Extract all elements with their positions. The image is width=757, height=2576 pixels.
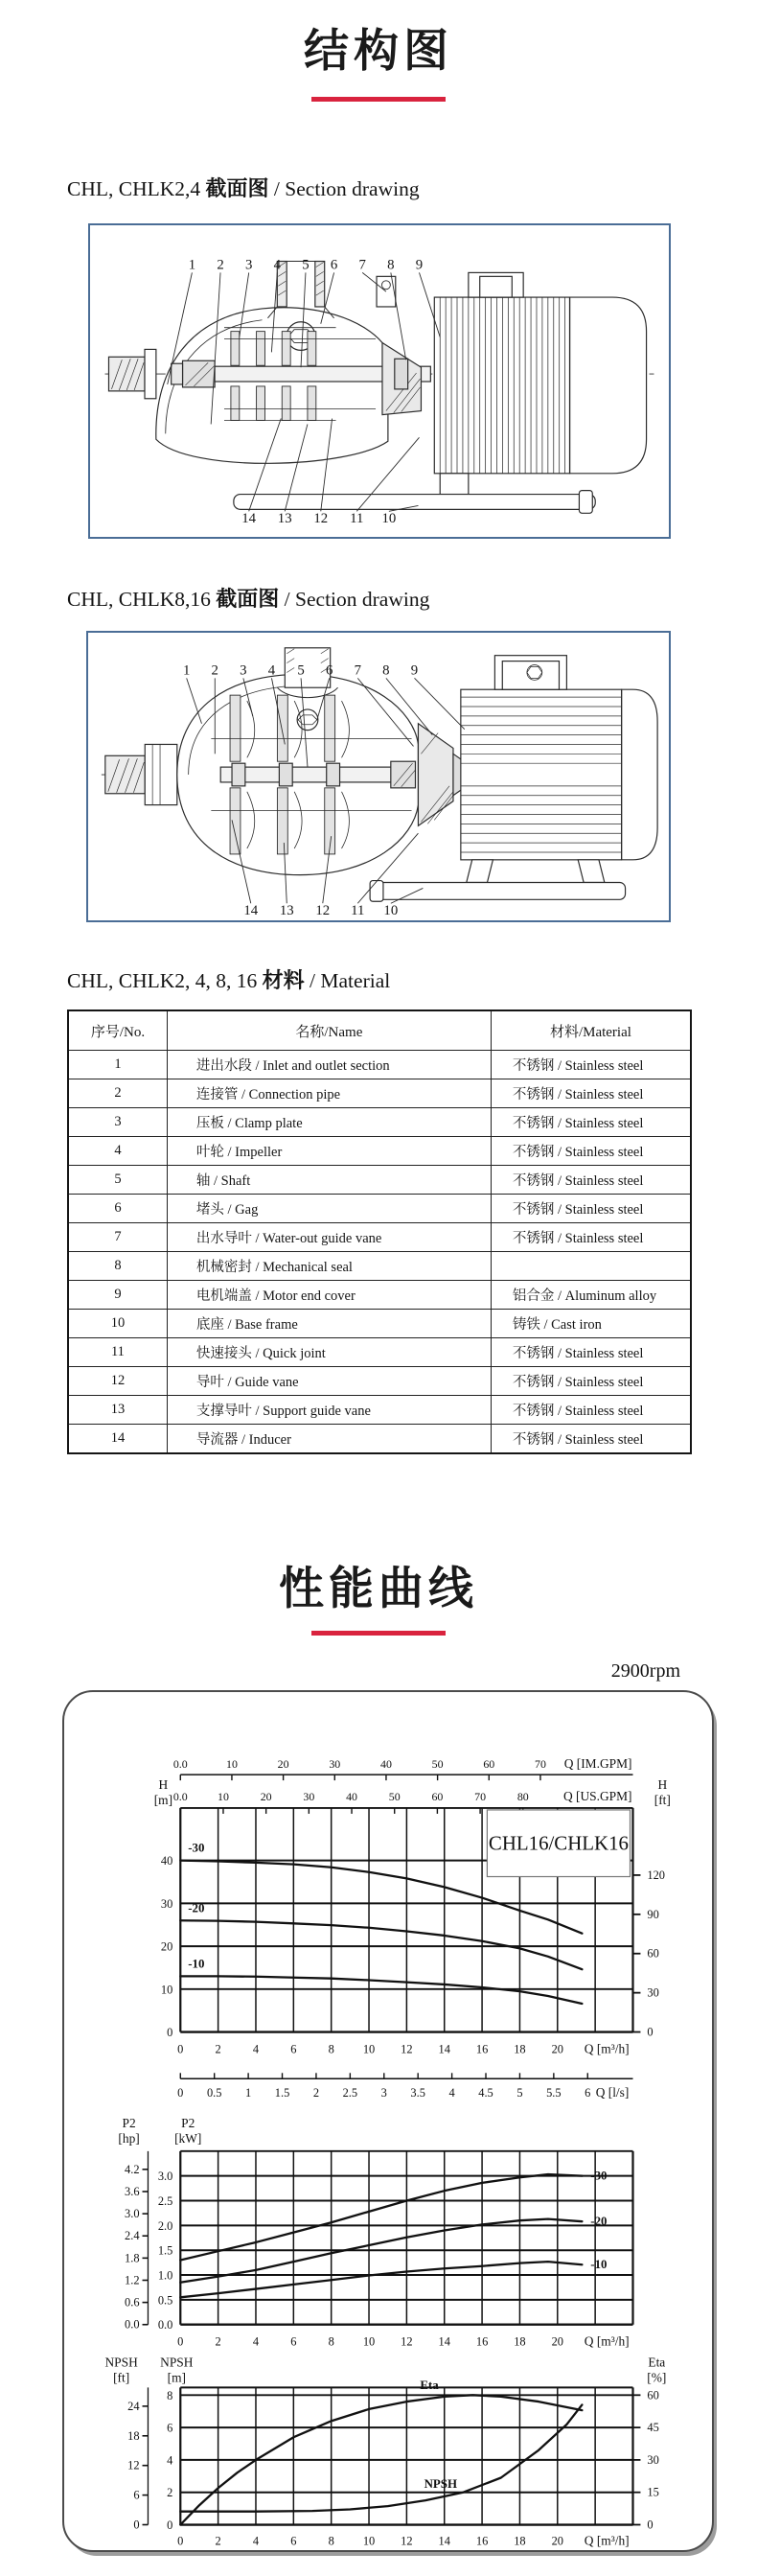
part-number-label: 13 [279,903,294,919]
table-row [68,1137,691,1166]
chart-text: 30 [303,1789,315,1803]
material-en-text: / Material [304,969,391,992]
part-material-cell: 不锈钢 / Stainless steel [491,1195,691,1223]
part-name-cell: 快速接头 / Quick joint [167,1338,491,1367]
chart-text: Eta [648,2355,666,2370]
part-material-cell [491,1252,691,1281]
chart-text: 20 [551,2042,563,2056]
chart-text: 0 [647,2518,654,2532]
curve--10 [180,2262,582,2297]
chart-text: 14 [438,2334,450,2349]
part-number-label: 5 [297,662,305,679]
part-material-cell: 不锈钢 / Stainless steel [491,1367,691,1396]
part-number-label: 5 [302,257,310,273]
chart-text: 20 [551,2534,563,2548]
chart-text: 4 [167,2453,173,2468]
table-row [68,1338,691,1367]
chart-text: Q [m³/h] [584,2533,630,2548]
table-row [68,1425,691,1454]
chart-text: 16 [475,2534,489,2548]
part-number-label: 11 [351,903,365,919]
material-model-text: CHL, CHLK2, 4, 8, 16 [67,969,263,992]
part-material-cell: 铸铁 / Cast iron [491,1310,691,1338]
part-number-label: 1 [188,257,196,273]
part-no-cell: 4 [68,1137,167,1166]
chart-text: 2 [215,2334,221,2349]
chart-text: 30 [329,1757,341,1772]
chart-text: 3.6 [125,2184,140,2198]
chart-text: 0 [177,2334,184,2349]
chart-text: 2.0 [157,2218,173,2233]
chart-text: 3.0 [125,2207,140,2221]
chart-text: 60 [647,2388,659,2402]
part-no-cell: 14 [68,1425,167,1454]
part-material-cell: 不锈钢 / Stainless steel [491,1396,691,1425]
structure-title-underline [311,97,446,102]
part-number-label: 4 [273,257,282,273]
chart-text: Q [l/s] [595,2085,630,2100]
material-table [67,1010,692,1454]
chart-text: 6 [290,2534,297,2548]
chart-text: 16 [475,2042,489,2056]
chart-text: 2 [215,2534,221,2548]
chart-text: 20 [551,2334,563,2349]
chart-text: 0.6 [125,2295,140,2309]
chart-text: 6 [585,2086,591,2100]
part-number-label: 10 [383,903,399,919]
part-number-label: 8 [387,257,395,273]
chart-text: 1.0 [157,2268,173,2283]
chart-text: 90 [647,1907,659,1921]
part-number-label: 9 [415,257,424,273]
material-cn-text: 材料 [262,968,305,992]
part-material-cell: 不锈钢 / Stainless steel [491,1137,691,1166]
part-material-cell: 不锈钢 / Stainless steel [491,1425,691,1454]
chart-text: 40 [379,1757,392,1772]
part-no-cell: 1 [68,1051,167,1079]
chart-text: 10 [218,1789,229,1803]
part-number-label: 14 [241,511,257,527]
table-row [68,1310,691,1338]
material-table-header-row [68,1010,691,1051]
chart-text: [m] [153,1792,173,1807]
chart-text: NPSH [424,2475,458,2491]
part-number-label: 14 [243,903,259,919]
chart-text: 14 [438,2042,450,2056]
pump-drawing1-geometry [105,262,654,514]
chart-text: 0.0 [172,1789,188,1803]
chart-text: -30 [590,2168,608,2183]
chart-text: [hp] [118,2130,140,2146]
part-no-cell: 2 [68,1079,167,1108]
chart-text: 20 [277,1757,289,1772]
rpm-label: 2900rpm [610,1660,680,1682]
chart-text: 2 [312,2086,320,2100]
chart-text: 4.2 [125,2162,140,2176]
curve--20 [180,1920,582,1969]
table-row [68,1367,691,1396]
chart-text: 10 [225,1757,238,1772]
chart-text: 2.5 [342,2086,358,2100]
chart-text: 10 [362,2534,376,2548]
chart-text: CHL16/CHLK16 [488,1831,629,1855]
table-row [68,1079,691,1108]
chart-text: 15 [647,2485,659,2499]
part-no-cell: 13 [68,1396,167,1425]
chart-text: 6 [133,2488,140,2502]
table-row [68,1166,691,1195]
part-number-label: 6 [330,257,338,273]
pump-drawing2-geometry [102,648,657,901]
performance-curves-panel [62,1690,714,2552]
chart-text: 1.2 [125,2273,140,2287]
part-no-cell: 9 [68,1281,167,1310]
chart-text: 30 [647,2452,659,2467]
chart-text: 50 [431,1757,444,1772]
table-row [68,1051,691,1079]
material-table-header-0: 序号/No. [68,1010,167,1051]
chart-text: 1.5 [274,2086,290,2100]
chart-text: 1 [245,2086,252,2100]
chart-text: 3.0 [157,2170,173,2184]
chart-text: 50 [388,1789,401,1803]
chart-text: 70 [534,1757,546,1772]
part-material-cell: 不锈钢 / Stainless steel [491,1338,691,1367]
chart-text: 10 [362,2334,376,2349]
part-material-cell: 不锈钢 / Stainless steel [491,1051,691,1079]
part-no-cell: 5 [68,1166,167,1195]
drawing1-model-text: CHL, CHLK2,4 [67,177,206,200]
chart-text: 30 [160,1896,173,1911]
chart-text: [kW] [174,2130,202,2146]
chart-text: 5.5 [546,2086,562,2100]
part-material-cell: 不锈钢 / Stainless steel [491,1223,691,1252]
chart-text: 24 [127,2399,140,2413]
leader-line [391,272,406,360]
part-name-cell: 电机端盖 / Motor end cover [167,1281,491,1310]
chart-text: 18 [514,2334,526,2349]
part-name-cell: 压板 / Clamp plate [167,1108,491,1137]
chart-text: -10 [188,1956,205,1971]
part-no-cell: 6 [68,1195,167,1223]
chart-text: 0 [177,2534,184,2548]
chart-npsh-eta-curve [105,2355,667,2547]
chart-text: 10 [160,1983,173,1997]
chart-text: 0.5 [157,2293,173,2308]
chart-text: Q [IM.GPM] [563,1756,632,1772]
part-number-label: 4 [267,662,276,679]
table-row [68,1252,691,1281]
table-row [68,1281,691,1310]
chart-text: 16 [475,2334,489,2349]
part-no-cell: 3 [68,1108,167,1137]
part-number-label: 2 [217,257,224,273]
chart-text: 60 [647,1946,659,1961]
part-name-cell: 连接管 / Connection pipe [167,1079,491,1108]
chart-text: Q [m³/h] [584,2333,630,2349]
chart-text: 3 [380,2086,387,2100]
chart-text: 8 [167,2388,173,2402]
chart-text: 60 [483,1757,495,1772]
chart-text: 0 [177,2042,184,2056]
curve-NPSH [180,2404,582,2511]
chart-text: 3.5 [410,2086,425,2100]
chart-text: 1.8 [125,2251,140,2265]
chart-text: 4 [252,2042,260,2056]
chart-text: Eta [420,2378,439,2393]
chart-text: 2.4 [125,2229,140,2243]
chart-text: 8 [328,2334,334,2349]
part-no-cell: 12 [68,1367,167,1396]
chart-text: 12 [401,2534,413,2548]
chart-text: 0.0 [172,1757,188,1772]
chart-text: [%] [647,2370,667,2385]
chart-text: 18 [514,2042,526,2056]
chart-text: [ft] [654,1792,671,1807]
curve--30 [180,2174,582,2260]
chart-text: 6 [167,2421,173,2435]
chart-text: 0 [647,2025,654,2039]
chart-text: 4 [252,2534,260,2548]
chart-text: -10 [590,2257,608,2272]
pump-section-drawing-chl24 [90,225,669,537]
part-number-label: 1 [182,662,191,679]
part-name-cell: 底座 / Base frame [167,1310,491,1338]
chart-text: 6 [290,2334,297,2349]
chart-text: 18 [127,2428,140,2443]
chart-text: 2.5 [157,2193,173,2208]
part-name-cell: 进出水段 / Inlet and outlet section [167,1051,491,1079]
chart-text: 8 [328,2042,334,2056]
chart-text: 4 [448,2086,455,2100]
chart-text: 0.0 [157,2318,173,2332]
part-name-cell: 导叶 / Guide vane [167,1367,491,1396]
chart-text: -20 [188,1900,205,1915]
chart-power-flow-curve [118,2116,632,2349]
part-number-label: 12 [313,511,329,527]
chart-text: [ft] [113,2370,130,2385]
part-name-cell: 堵头 / Gag [167,1195,491,1223]
chart-text: 14 [438,2534,450,2548]
drawing2-model-text: CHL, CHLK8,16 [67,588,217,611]
chart-text: 0.5 [206,2086,222,2100]
part-number-label: 8 [382,662,390,679]
part-name-cell: 叶轮 / Impeller [167,1137,491,1166]
part-name-cell: 导流器 / Inducer [167,1425,491,1454]
material-table-header-2: 材料/Material [491,1010,691,1051]
chart-text: NPSH [104,2355,138,2370]
chart-text: 30 [647,1985,659,2000]
part-name-cell: 出水导叶 / Water-out guide vane [167,1223,491,1252]
chart-text: 60 [431,1789,444,1803]
part-number-label: 10 [381,511,397,527]
chart-text: 18 [514,2534,526,2548]
drawing2-cn-text: 截面图 [216,587,280,611]
drawing2-heading [67,583,429,613]
chart-text: P2 [181,2115,195,2130]
part-name-cell: 机械密封 / Mechanical seal [167,1252,491,1281]
chart-text: 0 [167,2026,173,2040]
material-heading [67,964,390,994]
performance-curves-chart [64,1692,712,2550]
chart-text: 0 [177,2086,184,2100]
part-number-label: 9 [410,662,419,679]
chart-text: 10 [362,2042,376,2056]
chart-text: 40 [346,1789,357,1803]
chart-text: 5 [516,2086,523,2100]
table-row [68,1223,691,1252]
chart-text: 2 [167,2486,173,2500]
part-no-cell: 11 [68,1338,167,1367]
drawing1-section-box [88,223,671,539]
part-material-cell: 铝合金 / Aluminum alloy [491,1281,691,1310]
chart-text: -20 [590,2214,608,2229]
chart-text: 40 [160,1854,173,1868]
chart-text: 120 [647,1868,666,1882]
chart-text: 8 [328,2534,334,2548]
performance-title-underline [311,1631,446,1636]
part-number-label: 6 [325,662,333,679]
performance-title: 性能曲线 [279,1563,478,1613]
structure-title: 结构图 [304,25,453,76]
chart-text: 12 [401,2042,413,2056]
part-material-cell: 不锈钢 / Stainless steel [491,1079,691,1108]
part-name-cell: 轴 / Shaft [167,1166,491,1195]
chart-text: 1.5 [157,2243,173,2258]
part-number-label: 7 [354,662,361,679]
chart-head-flow-curve [154,1756,671,2100]
drawing2-section-box [86,631,671,922]
material-table-header-1: 名称/Name [167,1010,491,1051]
part-no-cell: 8 [68,1252,167,1281]
drawing1-cn-text: 截面图 [205,176,269,200]
chart-text: H [158,1777,169,1793]
part-number-label: 12 [315,903,331,919]
chart-text: 4.5 [478,2086,493,2100]
table-row [68,1195,691,1223]
part-number-label: 13 [277,511,292,527]
table-row [68,1108,691,1137]
part-number-label: 3 [244,257,253,273]
part-number-label: 3 [240,662,247,679]
part-number-label: 11 [350,511,364,527]
chart-text: [m] [167,2370,186,2385]
part-name-cell: 支撑导叶 / Support guide vane [167,1396,491,1425]
chart-text: 20 [260,1789,272,1803]
chart-text: 0 [167,2518,173,2532]
part-no-cell: 7 [68,1223,167,1252]
part-material-cell: 不锈钢 / Stainless steel [491,1166,691,1195]
drawing2-en-text: / Section drawing [279,588,430,611]
chart-text: 6 [290,2042,297,2056]
part-number-label: 2 [211,662,218,679]
chart-text: P2 [122,2115,136,2130]
table-row [68,1396,691,1425]
chart-text: 45 [647,2421,659,2435]
part-no-cell: 10 [68,1310,167,1338]
chart-text: Q [m³/h] [584,2041,630,2056]
part-number-label: 7 [358,257,366,273]
chart-text: H [657,1777,668,1793]
drawing1-heading [67,173,420,202]
pump-section-drawing-chl816 [88,633,669,920]
chart-text: 20 [160,1939,173,1954]
chart-text: 12 [401,2334,413,2349]
part-material-cell: 不锈钢 / Stainless steel [491,1108,691,1137]
chart-text: 70 [474,1789,487,1803]
chart-text: 2 [215,2042,221,2056]
chart-text: Q [US.GPM] [562,1788,632,1803]
chart-text: 0 [133,2518,140,2532]
chart-text: 80 [516,1789,529,1803]
chart-text: NPSH [160,2355,194,2370]
chart-text: 4 [252,2334,260,2349]
chart-text: 0.0 [125,2317,140,2332]
drawing1-en-text: / Section drawing [268,177,420,200]
chart-text: 12 [127,2458,140,2472]
chart-text: -30 [188,1840,205,1855]
